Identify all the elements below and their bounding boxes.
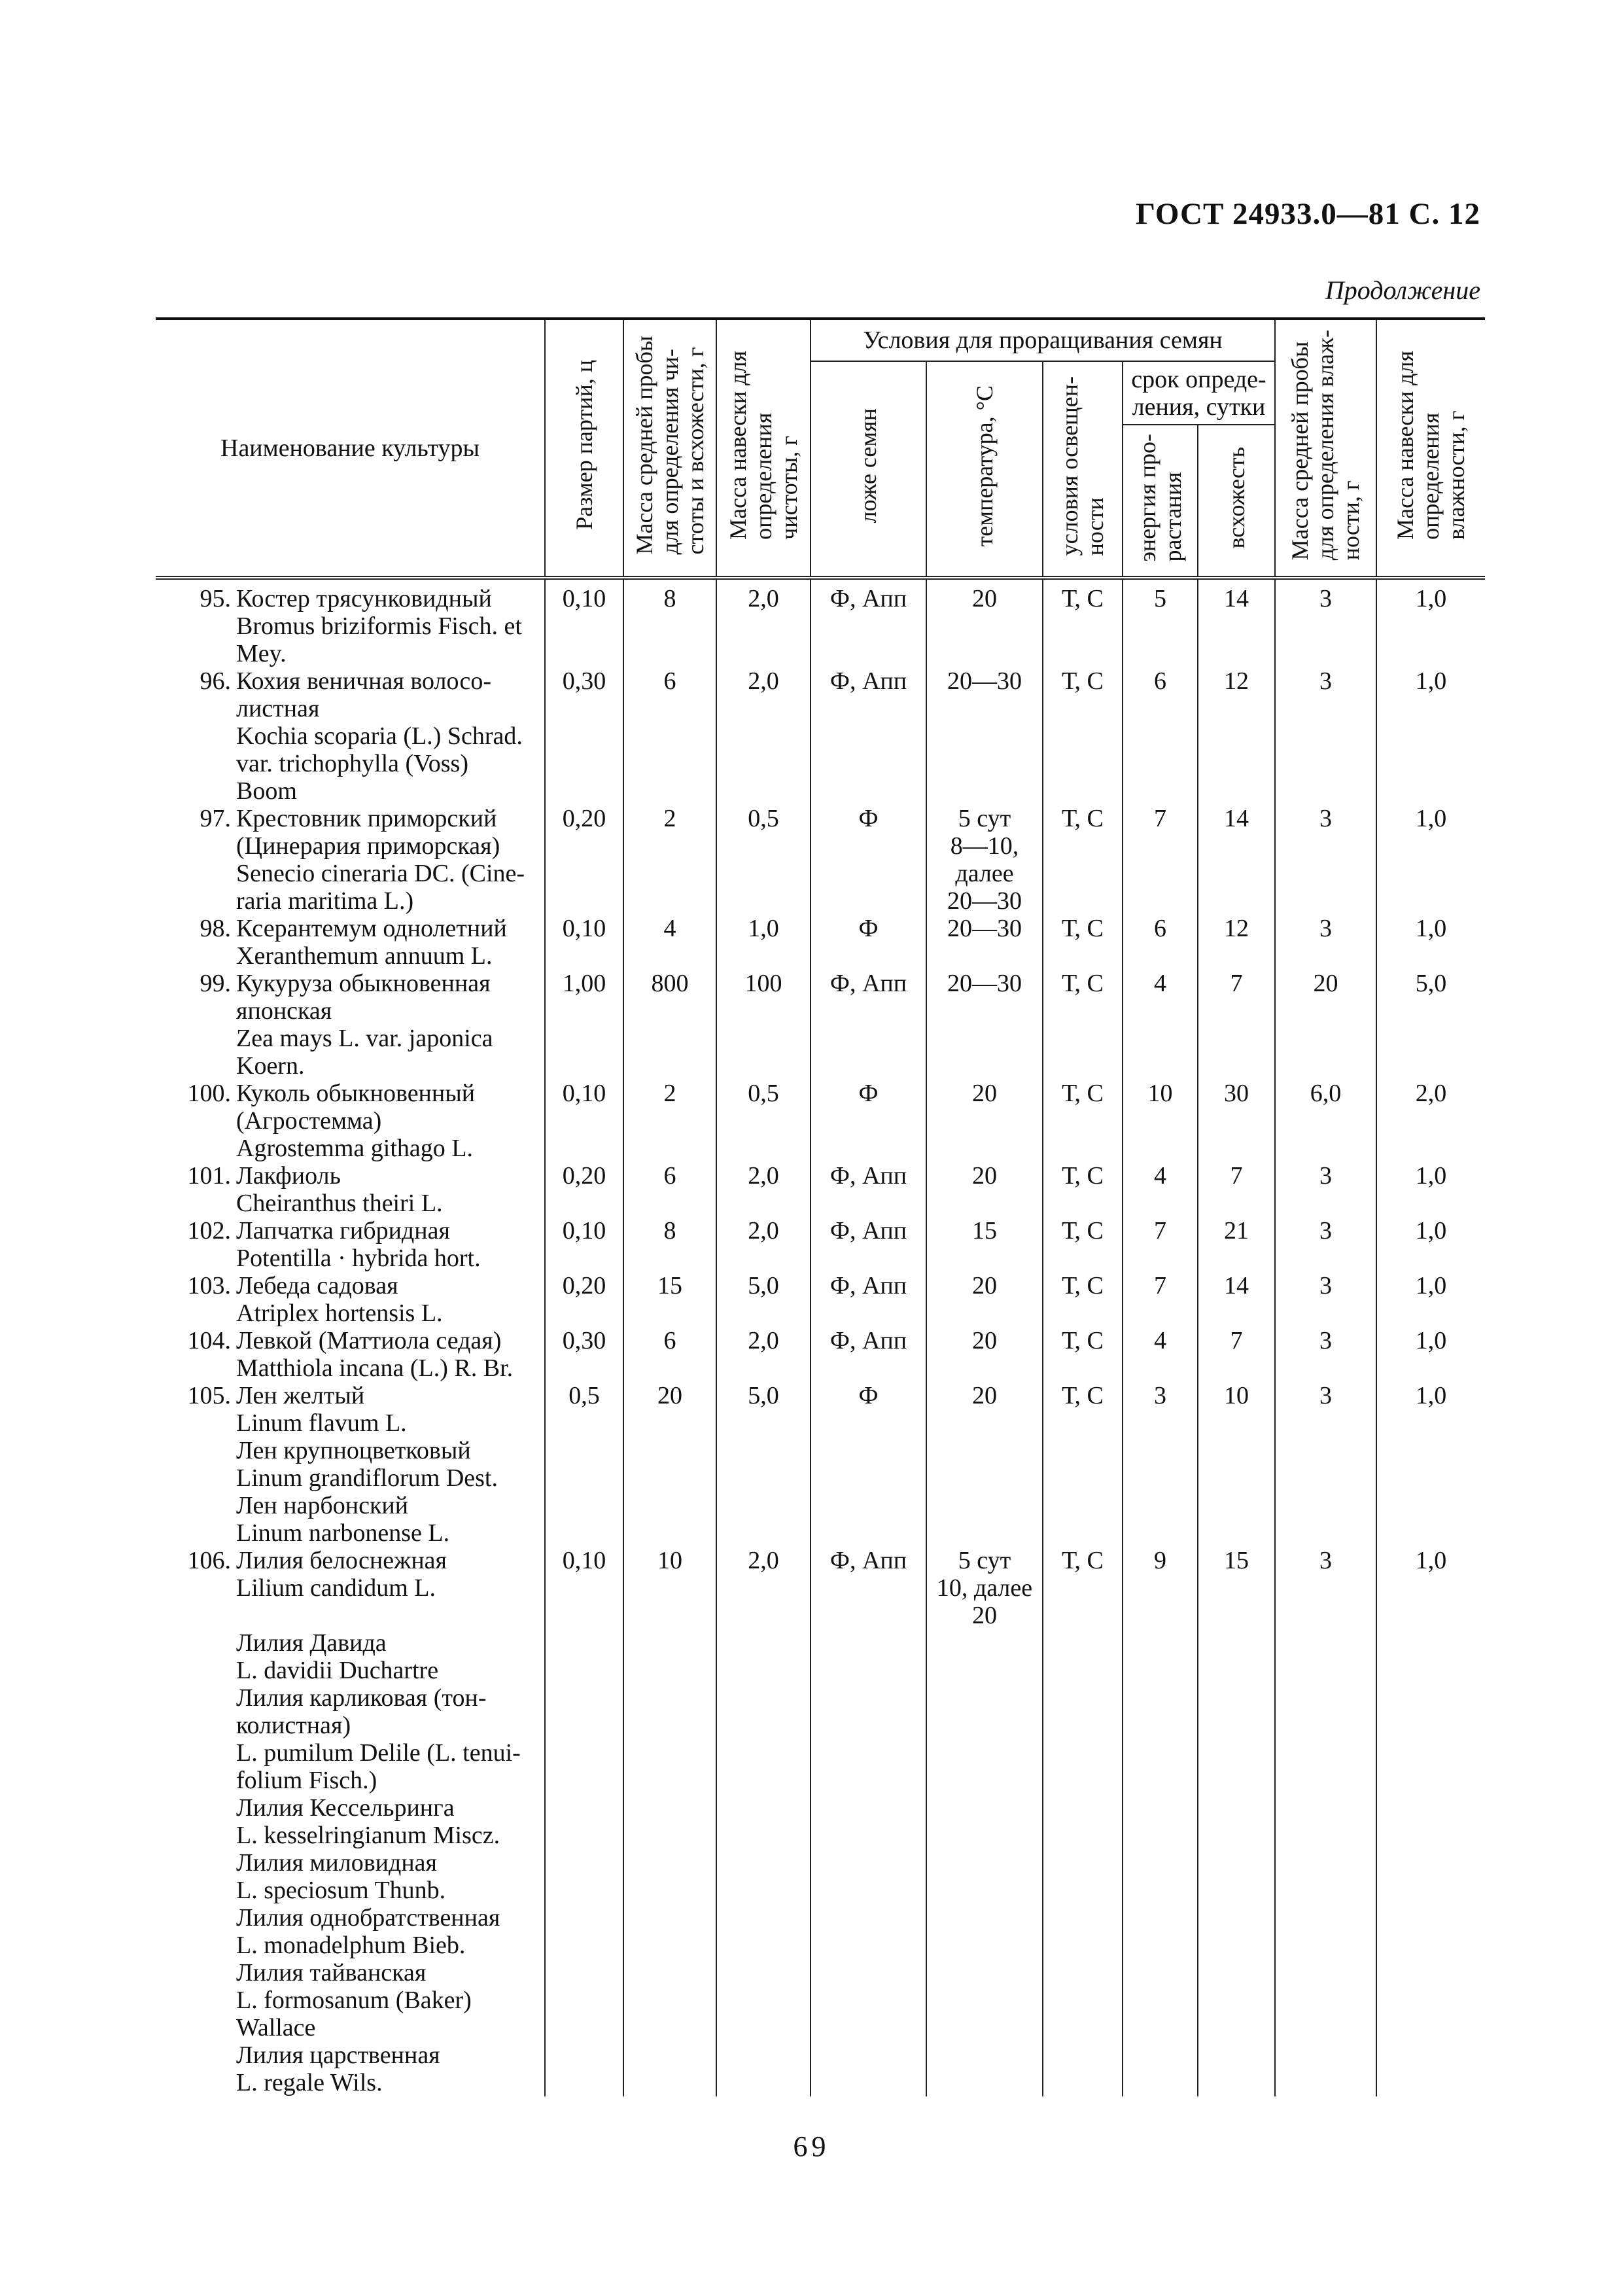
temperature-line: 15 <box>972 1217 997 1245</box>
temperature-cell <box>926 1217 1043 1272</box>
seed-bed-cell: Ф, Апп <box>811 1547 926 2096</box>
moisture-sample-mass-cell: 3 <box>1275 1382 1376 1547</box>
table-row <box>156 915 1485 970</box>
crop-name-line: Лен крупноцветковый <box>236 1437 471 1464</box>
purity-weight-cell: 0,5 <box>716 805 811 915</box>
table-row <box>156 1327 1485 1382</box>
batch-size-cell: 0,10 <box>545 580 623 667</box>
entry-number: 101. <box>187 1162 231 1190</box>
table-row <box>156 1272 1485 1327</box>
germination-cell: 10 <box>1198 1382 1275 1547</box>
temperature-line: 20 <box>972 1382 997 1409</box>
lighting-cell: Т, С <box>1043 580 1123 667</box>
temperature-line: 20 <box>972 1162 997 1190</box>
moisture-sample-mass-cell: 3 <box>1275 667 1376 805</box>
lighting-cell: Т, С <box>1043 1080 1123 1162</box>
temperature-line: 20—30 <box>947 887 1022 915</box>
avg-sample-mass-cell: 10 <box>623 1547 716 2096</box>
crop-name-cell <box>156 1327 545 1382</box>
temperature-line: 20 <box>972 1602 997 1629</box>
entry-number: 99. <box>200 970 231 997</box>
germination-energy-cell: 6 <box>1123 667 1198 805</box>
crop-name-line: Лен желтый <box>236 1382 365 1409</box>
germination-cell: 12 <box>1198 915 1275 970</box>
temperature-line: далее <box>955 860 1014 887</box>
crop-name-line: Лилия тайванская <box>236 1959 427 1987</box>
crop-name-line: японская <box>236 997 332 1025</box>
germination-cell: 30 <box>1198 1080 1275 1162</box>
table-row <box>156 1162 1485 1217</box>
crop-name-line: Cheiranthus theiri L. <box>236 1190 443 1217</box>
entry-number: 95. <box>200 585 231 612</box>
header-lighting: условия освещен- ности <box>1043 361 1123 578</box>
avg-sample-mass-cell: 20 <box>623 1382 716 1547</box>
moisture-sample-mass-cell: 3 <box>1275 580 1376 667</box>
avg-sample-mass-cell: 800 <box>623 970 716 1080</box>
lighting-cell: Т, С <box>1043 1327 1123 1382</box>
temperature-cell <box>926 1272 1043 1327</box>
avg-sample-mass-cell: 6 <box>623 667 716 805</box>
purity-weight-cell: 5,0 <box>716 1382 811 1547</box>
temperature-cell <box>926 805 1043 915</box>
moisture-sample-mass-cell: 20 <box>1275 970 1376 1080</box>
moisture-weight-cell: 1,0 <box>1376 580 1485 667</box>
temperature-cell <box>926 970 1043 1080</box>
crop-name-line: Linum flavum L. <box>236 1409 407 1437</box>
batch-size-cell: 0,20 <box>545 1272 623 1327</box>
crop-name-line: Agrostemma githago L. <box>236 1135 473 1162</box>
moisture-sample-mass-cell: 3 <box>1275 805 1376 915</box>
crop-name-line: Костер трясунковидный <box>236 585 492 612</box>
crop-name-line: листная <box>236 695 320 722</box>
batch-size-cell: 0,10 <box>545 1547 623 2096</box>
moisture-weight-cell: 5,0 <box>1376 970 1485 1080</box>
temperature-cell <box>926 1382 1043 1547</box>
purity-weight-cell: 2,0 <box>716 580 811 667</box>
header-moisture-sample-mass: Масса средней пробы для определения влаж- ности, г <box>1275 319 1376 578</box>
crop-name-cell <box>156 667 545 805</box>
header-seed-bed: ложе семян <box>811 361 926 578</box>
crop-name-cell <box>156 1162 545 1217</box>
crop-name-line: Boom <box>236 777 297 805</box>
crop-name-line: Zea mays L. var. japonica <box>236 1025 493 1052</box>
lighting-cell: Т, С <box>1043 970 1123 1080</box>
header-determination-term: срок опреде- ления, сутки <box>1123 361 1275 425</box>
moisture-weight-cell: 1,0 <box>1376 1272 1485 1327</box>
seed-bed-cell: Ф <box>811 805 926 915</box>
moisture-weight-cell: 1,0 <box>1376 1382 1485 1547</box>
crop-name-cell <box>156 915 545 970</box>
crop-name-line: Лилия Кессельринга <box>236 1794 455 1822</box>
purity-weight-cell: 5,0 <box>716 1272 811 1327</box>
temperature-line: 20—30 <box>947 667 1022 695</box>
moisture-weight-cell: 1,0 <box>1376 1217 1485 1272</box>
lighting-cell: Т, С <box>1043 1217 1123 1272</box>
temperature-cell <box>926 1080 1043 1162</box>
seed-bed-cell: Ф, Апп <box>811 1327 926 1382</box>
header-moisture-weight: Масса навески для определения влажности, г <box>1376 319 1485 578</box>
germination-energy-cell: 6 <box>1123 915 1198 970</box>
temperature-line: 20—30 <box>947 970 1022 997</box>
batch-size-cell: 0,20 <box>545 1162 623 1217</box>
entry-number: 97. <box>200 805 231 832</box>
crop-name-cell <box>156 1382 545 1547</box>
batch-size-cell: 0,30 <box>545 667 623 805</box>
crop-name-line: Лилия белоснежная <box>236 1547 447 1574</box>
crop-name-line: Лапчатка гибридная <box>236 1217 450 1245</box>
entry-number: 96. <box>200 667 231 695</box>
batch-size-cell: 1,00 <box>545 970 623 1080</box>
crop-name-line: Linum narbonense L. <box>236 1519 450 1547</box>
seed-bed-cell: Ф <box>811 915 926 970</box>
avg-sample-mass-cell: 15 <box>623 1272 716 1327</box>
moisture-sample-mass-cell: 3 <box>1275 1272 1376 1327</box>
avg-sample-mass-cell: 8 <box>623 580 716 667</box>
table-row <box>156 805 1485 915</box>
moisture-weight-cell: 1,0 <box>1376 805 1485 915</box>
lighting-cell: Т, С <box>1043 1162 1123 1217</box>
crop-name-line: (Цинерария приморская) <box>236 832 500 860</box>
crop-name-line: Крестовник приморский <box>236 805 497 832</box>
crop-name-line: L. regale Wils. <box>236 2069 383 2096</box>
germination-energy-cell: 3 <box>1123 1382 1198 1547</box>
temperature-line: 5 сут <box>958 805 1011 832</box>
crop-name-line: Mey. <box>236 640 287 667</box>
crop-name-line: folium Fisch.) <box>236 1767 377 1794</box>
moisture-sample-mass-cell: 3 <box>1275 1547 1376 2096</box>
crop-name-line: Ксерантемум однолетний <box>236 915 507 942</box>
crop-name-cell <box>156 1080 545 1162</box>
header-batch-size: Размер партий, ц <box>545 319 623 578</box>
table-row <box>156 1080 1485 1162</box>
crop-name-line: raria maritima L.) <box>236 887 414 915</box>
crop-name-line: Лилия однобратственная <box>236 1904 500 1932</box>
entry-number: 100. <box>187 1080 231 1107</box>
table-row <box>156 1217 1485 1272</box>
purity-weight-cell: 2,0 <box>716 1547 811 2096</box>
germination-energy-cell: 4 <box>1123 1327 1198 1382</box>
seed-bed-cell: Ф, Апп <box>811 580 926 667</box>
purity-weight-cell: 0,5 <box>716 1080 811 1162</box>
batch-size-cell: 0,20 <box>545 805 623 915</box>
entry-number: 104. <box>187 1327 231 1354</box>
crop-name-line: колистная) <box>236 1712 351 1739</box>
crop-name-line: Лилия царственная <box>236 2041 440 2069</box>
avg-sample-mass-cell: 6 <box>623 1162 716 1217</box>
header-temperature: температура, °С <box>926 361 1043 578</box>
seed-bed-cell: Ф, Апп <box>811 1217 926 1272</box>
temperature-line: 20 <box>972 585 997 612</box>
moisture-weight-cell: 1,0 <box>1376 667 1485 805</box>
seed-bed-cell: Ф, Апп <box>811 1162 926 1217</box>
moisture-weight-cell: 2,0 <box>1376 1080 1485 1162</box>
germination-energy-cell: 7 <box>1123 805 1198 915</box>
crop-name-line: Xeranthemum annuum L. <box>236 942 493 970</box>
table-row <box>156 970 1485 1080</box>
crop-name-line: var. trichophylla (Voss) <box>236 750 468 777</box>
lighting-cell: Т, С <box>1043 915 1123 970</box>
temperature-line: 20—30 <box>947 915 1022 942</box>
germination-energy-cell: 4 <box>1123 970 1198 1080</box>
crop-name-line: Matthiola incana (L.) R. Br. <box>236 1354 514 1382</box>
lighting-cell: Т, С <box>1043 805 1123 915</box>
germination-cell: 14 <box>1198 805 1275 915</box>
germination-energy-cell: 7 <box>1123 1217 1198 1272</box>
batch-size-cell: 0,30 <box>545 1327 623 1382</box>
seed-bed-cell: Ф <box>811 1382 926 1547</box>
crop-name-line: Лен нарбонский <box>236 1492 409 1519</box>
table-row <box>156 667 1485 805</box>
moisture-weight-cell: 1,0 <box>1376 1327 1485 1382</box>
crop-name-line: L. speciosum Thunb. <box>236 1877 446 1904</box>
batch-size-cell: 0,10 <box>545 1080 623 1162</box>
crop-name-line: L. monadelphum Bieb. <box>236 1932 466 1959</box>
purity-weight-cell: 2,0 <box>716 667 811 805</box>
germination-energy-cell: 5 <box>1123 580 1198 667</box>
crop-name-line: Linum grandiflorum Dest. <box>236 1464 498 1492</box>
crop-name-line: Кукуруза обыкновенная <box>236 970 491 997</box>
crop-name-cell <box>156 805 545 915</box>
germination-cell: 7 <box>1198 970 1275 1080</box>
document-reference: ГОСТ 24933.0—81 С. 12 <box>1136 197 1480 231</box>
moisture-sample-mass-cell: 3 <box>1275 1327 1376 1382</box>
table-body <box>156 580 1485 2096</box>
crop-name-cell <box>156 580 545 667</box>
purity-weight-cell: 2,0 <box>716 1217 811 1272</box>
header-germination-conditions: Условия для проращивания семян <box>811 319 1275 361</box>
avg-sample-mass-cell: 6 <box>623 1327 716 1382</box>
crop-name-cell <box>156 970 545 1080</box>
purity-weight-cell: 1,0 <box>716 915 811 970</box>
crop-name-line: L. kesselringianum Miscz. <box>236 1822 500 1849</box>
purity-weight-cell: 100 <box>716 970 811 1080</box>
entry-number: 105. <box>187 1382 231 1409</box>
table-row <box>156 1382 1485 1547</box>
entry-number: 106. <box>187 1547 231 1574</box>
avg-sample-mass-cell: 2 <box>623 1080 716 1162</box>
batch-size-cell: 0,5 <box>545 1382 623 1547</box>
crop-name-line: Лакфиоль <box>236 1162 341 1190</box>
seed-bed-cell: Ф, Апп <box>811 970 926 1080</box>
purity-weight-cell: 2,0 <box>716 1162 811 1217</box>
crop-name-line: Lilium candidum L. <box>236 1574 436 1602</box>
header-germination: всхожесть <box>1198 425 1275 578</box>
header-purity-weight: Масса навески для определения чистоты, г <box>716 319 811 578</box>
crop-name-line: Кохия веничная волосо- <box>236 667 491 695</box>
germination-cell: 14 <box>1198 1272 1275 1327</box>
lighting-cell: Т, С <box>1043 1382 1123 1547</box>
lighting-cell: Т, С <box>1043 1547 1123 2096</box>
seed-bed-cell: Ф <box>811 1080 926 1162</box>
header-germination-energy: энергия про- растания <box>1123 425 1198 578</box>
moisture-weight-cell: 1,0 <box>1376 1547 1485 2096</box>
crop-name-line: Kochia scoparia (L.) Schrad. <box>236 722 523 750</box>
crop-name-line: (Агростемма) <box>236 1107 382 1135</box>
temperature-cell <box>926 1327 1043 1382</box>
crop-name-line: L. davidii Duchartre <box>236 1657 439 1684</box>
avg-sample-mass-cell: 8 <box>623 1217 716 1272</box>
temperature-line: 5 сут <box>958 1547 1011 1574</box>
temperature-cell <box>926 1547 1043 2096</box>
temperature-cell <box>926 1162 1043 1217</box>
crop-name-cell <box>156 1547 545 2096</box>
temperature-line: 20 <box>972 1080 997 1107</box>
germination-cell: 21 <box>1198 1217 1275 1272</box>
moisture-sample-mass-cell: 6,0 <box>1275 1080 1376 1162</box>
page-number: 69 <box>793 2130 830 2163</box>
moisture-sample-mass-cell: 3 <box>1275 915 1376 970</box>
temperature-line: 10, далее <box>936 1574 1033 1602</box>
temperature-line: 8—10, <box>950 832 1019 860</box>
temperature-cell <box>926 667 1043 805</box>
crop-name-cell <box>156 1272 545 1327</box>
germination-cell: 12 <box>1198 667 1275 805</box>
seed-bed-cell: Ф, Апп <box>811 667 926 805</box>
temperature-cell <box>926 915 1043 970</box>
crop-name-line: Senecio cineraria DC. (Cine- <box>236 860 525 887</box>
germination-energy-cell: 10 <box>1123 1080 1198 1162</box>
temperature-cell <box>926 580 1043 667</box>
crop-name-line <box>236 1602 544 1629</box>
crop-name-line: Wallace <box>236 2014 316 2041</box>
germination-cell: 14 <box>1198 580 1275 667</box>
table-row <box>156 580 1485 667</box>
moisture-sample-mass-cell: 3 <box>1275 1217 1376 1272</box>
continuation-label: Продолжение <box>1325 275 1480 305</box>
crop-name-cell <box>156 1217 545 1272</box>
crop-name-line: Куколь обыкновенный <box>236 1080 476 1107</box>
crop-name-line: L. pumilum Delile (L. tenui- <box>236 1739 521 1767</box>
moisture-weight-cell: 1,0 <box>1376 915 1485 970</box>
entry-number: 103. <box>187 1272 231 1299</box>
temperature-line: 20 <box>972 1327 997 1354</box>
crop-name-line: Лилия Давида <box>236 1629 387 1657</box>
table-row <box>156 1547 1485 2096</box>
seed-testing-table <box>156 317 1485 2096</box>
crop-name-line: Potentilla · hybrida hort. <box>236 1245 481 1272</box>
germination-energy-cell: 4 <box>1123 1162 1198 1217</box>
moisture-sample-mass-cell: 3 <box>1275 1162 1376 1217</box>
avg-sample-mass-cell: 4 <box>623 915 716 970</box>
batch-size-cell: 0,10 <box>545 915 623 970</box>
crop-name-line: Левкой (Маттиола седая) <box>236 1327 502 1354</box>
purity-weight-cell: 2,0 <box>716 1327 811 1382</box>
header-avg-sample-mass: Масса средней пробы для определения чи- стоты и всхожести, г <box>623 319 716 578</box>
batch-size-cell: 0,10 <box>545 1217 623 1272</box>
crop-name-line: L. formosanum (Baker) <box>236 1987 472 2014</box>
germination-cell: 7 <box>1198 1327 1275 1382</box>
crop-name-line: Лебеда садовая <box>236 1272 398 1299</box>
lighting-cell: Т, С <box>1043 667 1123 805</box>
lighting-cell: Т, С <box>1043 1272 1123 1327</box>
crop-name-line: Koern. <box>236 1052 305 1080</box>
germination-cell: 15 <box>1198 1547 1275 2096</box>
moisture-weight-cell: 1,0 <box>1376 1162 1485 1217</box>
crop-name-line: Bromus briziformis Fisch. et <box>236 612 522 640</box>
germination-energy-cell: 7 <box>1123 1272 1198 1327</box>
entry-number: 98. <box>200 915 231 942</box>
crop-name-line: Лилия миловидная <box>236 1849 438 1877</box>
header-crop-name: Наименование культуры <box>156 319 545 578</box>
entry-number: 102. <box>187 1217 231 1245</box>
germination-energy-cell: 9 <box>1123 1547 1198 2096</box>
temperature-line: 20 <box>972 1272 997 1299</box>
avg-sample-mass-cell: 2 <box>623 805 716 915</box>
crop-name-line: Atriplex hortensis L. <box>236 1299 443 1327</box>
germination-cell: 7 <box>1198 1162 1275 1217</box>
seed-bed-cell: Ф, Апп <box>811 1272 926 1327</box>
crop-name-line: Лилия карликовая (тон- <box>236 1684 487 1712</box>
